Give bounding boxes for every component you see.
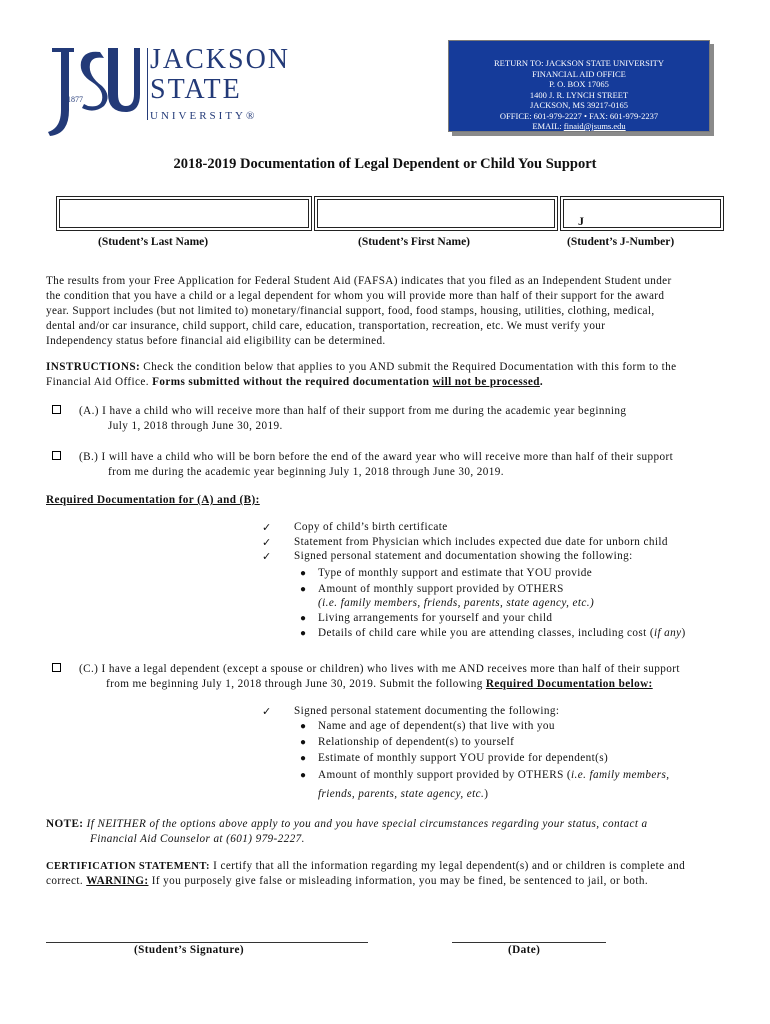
- last-name-label: (Student’s Last Name): [98, 236, 209, 248]
- bullet-icon: ●: [300, 568, 307, 579]
- required-ab-heading: Required Documentation for (A) and (B):: [46, 494, 260, 506]
- bullet-icon: ●: [300, 628, 307, 639]
- logo-line-2: STATE: [150, 74, 242, 105]
- last-name-field[interactable]: [56, 196, 312, 231]
- checkmark-icon: ✓: [262, 522, 272, 534]
- option-c-text: from me beginning July 1, 2018 through June 30, 2019. Submit the following: [106, 678, 486, 690]
- jnumber-field[interactable]: [560, 196, 724, 231]
- required-ab-bullet-1: Type of monthly support and estimate that YOU provide: [318, 567, 593, 579]
- bullet-4-italic: if any: [653, 627, 682, 639]
- jsu-logo-mark: [48, 44, 140, 140]
- signature-line[interactable]: [46, 942, 368, 943]
- instructions-period: .: [539, 376, 544, 388]
- return-line-2: FINANCIAL AID OFFICE: [532, 68, 626, 79]
- checkmark-icon: ✓: [262, 706, 272, 718]
- intro-line-5: Independency status before financial aid eligibility can be determined.: [46, 335, 386, 347]
- return-line-5: JACKSON, MS 39217-0165: [530, 100, 628, 110]
- option-c-required-doc: Required Documentation below:: [485, 678, 653, 690]
- option-c-bullet-3: Estimate of monthly support YOU provide for dependent(s): [318, 752, 609, 764]
- option-c-line-2: [106, 678, 653, 690]
- email-label: EMAIL:: [532, 121, 562, 131]
- intro-paragraph: [46, 274, 726, 349]
- return-line-3: P. O. BOX 17065: [549, 79, 609, 89]
- required-ab-bullet-2: Amount of monthly support provided by OTHERS: [318, 583, 564, 595]
- logo-year: 1877: [67, 95, 83, 104]
- instructions-text-2: Financial Aid Office.: [46, 376, 153, 388]
- bullet-c4-end: ): [484, 788, 489, 800]
- logo-divider: [147, 48, 148, 120]
- first-name-field[interactable]: [314, 196, 558, 231]
- signature-label: (Student’s Signature): [134, 944, 245, 956]
- option-c-bullet-4: [318, 769, 669, 781]
- required-ab-check-1: Copy of child’s birth certificate: [294, 521, 448, 533]
- instructions-warning: Forms submitted without the required documentation: [152, 376, 433, 388]
- logo-line-1: JACKSON: [150, 44, 291, 75]
- logo-line-3: UNIVERSITY®: [150, 110, 258, 122]
- required-ab-bullet-3: Living arrangements for yourself and your child: [318, 612, 553, 624]
- option-c-bullet-2: Relationship of dependent(s) to yourself: [318, 736, 515, 748]
- return-address-box: [448, 40, 710, 132]
- note-line-2: Financial Aid Counselor at (601) 979-2227.: [90, 833, 305, 845]
- instructions-warning-underlined: will not be processed: [432, 376, 540, 388]
- bullet-4-end: ): [681, 627, 686, 639]
- bullet-4-text: Details of child care while you are attending classes, including cost (: [318, 627, 654, 639]
- note-text: If NEITHER of the options above apply to you and you have special circumstances regarding your status, contact a: [83, 818, 648, 830]
- bullet-icon: ●: [300, 753, 307, 764]
- option-c-bullet-4-cont: [318, 788, 488, 800]
- certification-text: I certify that all the information regarding my legal dependent(s) and or children is complete and: [209, 860, 686, 872]
- bullet-icon: ●: [300, 584, 307, 595]
- certification-line-1: [46, 860, 685, 872]
- option-c-line-1: (C.) I have a legal dependent (except a spouse or children) who lives with me AND receives more than half of their support: [79, 663, 680, 675]
- bullet-icon: ●: [300, 721, 307, 732]
- option-c-check: Signed personal statement documenting the following:: [294, 705, 560, 717]
- jnumber-prefix: J: [578, 214, 584, 228]
- certification-line-2: [46, 875, 648, 887]
- warning-label: WARNING:: [86, 875, 149, 887]
- return-line-6: OFFICE: 601-979-2227 • FAX: 601-979-2237: [499, 110, 659, 121]
- return-email-line: [449, 121, 709, 132]
- instructions-line-1: [46, 361, 677, 373]
- note-label: NOTE:: [46, 818, 84, 830]
- option-c-checkbox[interactable]: [52, 663, 61, 672]
- bullet-c4-italic-2: friends, parents, state agency, etc.: [318, 788, 485, 800]
- certification-label: CERTIFICATION STATEMENT:: [46, 861, 210, 872]
- bullet-c4-italic: i.e. family members,: [571, 769, 670, 781]
- required-ab-check-3: Signed personal statement and documentation showing the following:: [294, 550, 633, 562]
- option-a-checkbox[interactable]: [52, 405, 61, 414]
- return-line-1: RETURN TO: JACKSON STATE UNIVERSITY: [494, 58, 664, 68]
- instructions-text: Check the condition below that applies to you AND submit the Required Documentation with this form to the: [140, 361, 677, 373]
- intro-line-1: The results from your Free Application for Federal Student Aid (FAFSA) indicates that you filed as an Independent Student under: [46, 275, 672, 287]
- bullet-icon: ●: [300, 770, 307, 781]
- email-link[interactable]: finaid@jsums.edu: [563, 121, 626, 131]
- checkmark-icon: ✓: [262, 551, 272, 563]
- return-line-4: 1400 J. R. LYNCH STREET: [529, 89, 629, 100]
- instructions-line-2: [46, 376, 543, 388]
- required-ab-bullet-2-sub: (i.e. family members, friends, parents, state agency, etc.): [318, 597, 595, 609]
- bullet-icon: ●: [300, 613, 307, 624]
- jnumber-label: (Student’s J-Number): [567, 236, 675, 248]
- note-line-1: [46, 818, 648, 830]
- date-label: (Date): [508, 944, 541, 956]
- intro-line-2: the condition that you have a child or a legal dependent for whom you will provide more than half of their support for the award: [46, 290, 665, 302]
- certification-text-2: correct.: [46, 875, 87, 887]
- option-b-line-2: from me during the academic year beginning July 1, 2018 through June 30, 2019.: [108, 466, 504, 478]
- intro-line-4: dental and/or car insurance, child support, child care, education, transportation, recreation, etc. We must verify your: [46, 320, 606, 332]
- bullet-c4-text: Amount of monthly support provided by OTHERS (: [318, 769, 572, 781]
- option-b-checkbox[interactable]: [52, 451, 61, 460]
- logo-wordmark: [150, 46, 290, 122]
- page-title: 2018-2019 Documentation of Legal Dependent or Child You Support: [173, 156, 597, 172]
- date-line[interactable]: [452, 942, 606, 943]
- first-name-label: (Student’s First Name): [358, 236, 471, 248]
- checkmark-icon: ✓: [262, 537, 272, 549]
- intro-line-3: year. Support includes (but not limited to) monetary/financial support, food, food stamps, housing, utilities, clothing, medical,: [46, 305, 655, 317]
- option-c-bullet-1: Name and age of dependent(s) that live with you: [318, 720, 555, 732]
- required-ab-bullet-4: [318, 627, 686, 639]
- instructions-label: INSTRUCTIONS:: [46, 361, 141, 373]
- warning-text: If you purposely give false or misleading information, you may be fined, be sentenced to jail, or both.: [148, 875, 649, 887]
- option-b-line-1: (B.) I will have a child who will be born before the end of the award year who will receive more than half of their support: [79, 451, 674, 463]
- option-a-line-1: (A.) I have a child who will receive more than half of their support from me during the academic year beginning: [79, 405, 627, 417]
- required-ab-check-2: Statement from Physician which includes expected due date for unborn child: [294, 536, 668, 548]
- bullet-icon: ●: [300, 737, 307, 748]
- option-a-line-2: July 1, 2018 through June 30, 2019.: [108, 420, 283, 432]
